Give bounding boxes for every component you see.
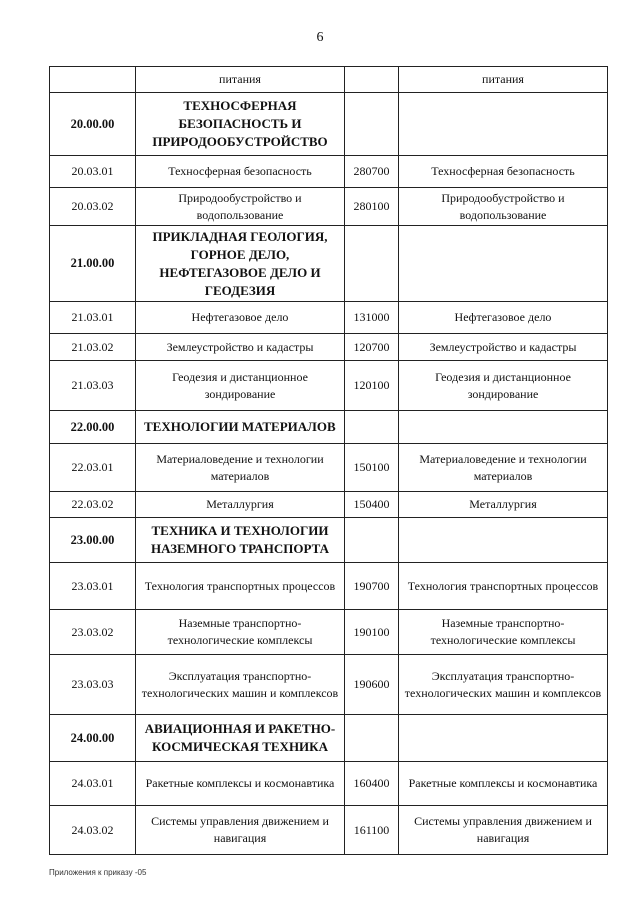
header-cell-code [50, 67, 136, 93]
specialties-table [49, 66, 608, 855]
old-code-cell [345, 226, 399, 302]
old-name-cell: Технология транспортных процессов [399, 563, 608, 610]
table-row [50, 334, 608, 361]
old-code-cell: 120700 [345, 334, 399, 361]
old-name-cell [399, 226, 608, 302]
old-name-cell: Техносферная безопасность [399, 156, 608, 188]
old-name-cell [399, 93, 608, 156]
group-name: АВИАЦИОННАЯ И РАКЕТНО-КОСМИЧЕСКАЯ ТЕХНИКА [136, 715, 345, 762]
old-code-cell [345, 93, 399, 156]
header-cell-old-code [345, 67, 399, 93]
old-name-cell: Нефтегазовое дело [399, 302, 608, 334]
code-cell: 22.03.01 [50, 444, 136, 492]
name-cell: Ракетные комплексы и космонавтика [136, 762, 345, 806]
old-code-cell: 280100 [345, 188, 399, 226]
header-cell-name: питания [136, 67, 345, 93]
name-cell: Металлургия [136, 492, 345, 518]
code-cell: 21.03.01 [50, 302, 136, 334]
group-row [50, 715, 608, 762]
group-code: 20.00.00 [50, 93, 136, 156]
old-code-cell: 131000 [345, 302, 399, 334]
old-name-cell [399, 518, 608, 563]
code-cell: 21.03.02 [50, 334, 136, 361]
old-name-cell: Металлургия [399, 492, 608, 518]
old-name-cell: Системы управления движением и навигация [399, 806, 608, 855]
group-name: ПРИКЛАДНАЯ ГЕОЛОГИЯ, ГОРНОЕ ДЕЛО, НЕФТЕГАЗОВОЕ ДЕЛО И ГЕОДЕЗИЯ [136, 226, 345, 302]
name-cell: Материаловедение и технологии материалов [136, 444, 345, 492]
name-cell: Эксплуатация транспортно-технологических машин и комплексов [136, 655, 345, 715]
code-cell: 22.03.02 [50, 492, 136, 518]
name-cell: Системы управления движением и навигация [136, 806, 345, 855]
group-row [50, 411, 608, 444]
table-row [50, 563, 608, 610]
group-row [50, 518, 608, 563]
old-code-cell: 280700 [345, 156, 399, 188]
name-cell: Технология транспортных процессов [136, 563, 345, 610]
old-code-cell: 120100 [345, 361, 399, 411]
group-code: 24.00.00 [50, 715, 136, 762]
old-code-cell: 190700 [345, 563, 399, 610]
table-row [50, 492, 608, 518]
code-cell: 20.03.02 [50, 188, 136, 226]
name-cell: Наземные транспортно-технологические комплексы [136, 610, 345, 655]
old-name-cell: Материаловедение и технологии материалов [399, 444, 608, 492]
name-cell: Техносферная безопасность [136, 156, 345, 188]
old-code-cell [345, 518, 399, 563]
old-code-cell: 190600 [345, 655, 399, 715]
name-cell: Нефтегазовое дело [136, 302, 345, 334]
old-name-cell: Геодезия и дистанционное зондирование [399, 361, 608, 411]
group-name: ТЕХНОЛОГИИ МАТЕРИАЛОВ [136, 411, 345, 444]
code-cell: 20.03.01 [50, 156, 136, 188]
table-header-row [50, 67, 608, 93]
table-row [50, 610, 608, 655]
group-row [50, 226, 608, 302]
old-name-cell: Природообустройство и водопользование [399, 188, 608, 226]
old-name-cell [399, 715, 608, 762]
group-row [50, 93, 608, 156]
page-number: 6 [316, 30, 324, 45]
name-cell: Геодезия и дистанционное зондирование [136, 361, 345, 411]
code-cell: 23.03.01 [50, 563, 136, 610]
code-cell: 24.03.01 [50, 762, 136, 806]
table-row [50, 361, 608, 411]
footer-note: Приложения к приказу -05 [49, 868, 147, 877]
name-cell: Землеустройство и кадастры [136, 334, 345, 361]
table-row [50, 156, 608, 188]
code-cell: 24.03.02 [50, 806, 136, 855]
code-cell: 23.03.03 [50, 655, 136, 715]
code-cell: 23.03.02 [50, 610, 136, 655]
old-code-cell: 190100 [345, 610, 399, 655]
old-code-cell: 150400 [345, 492, 399, 518]
old-code-cell: 161100 [345, 806, 399, 855]
table-row [50, 806, 608, 855]
group-code: 21.00.00 [50, 226, 136, 302]
old-name-cell: Ракетные комплексы и космонавтика [399, 762, 608, 806]
old-code-cell [345, 715, 399, 762]
group-code: 22.00.00 [50, 411, 136, 444]
code-cell: 21.03.03 [50, 361, 136, 411]
old-name-cell: Землеустройство и кадастры [399, 334, 608, 361]
old-name-cell: Наземные транспортно-технологические комплексы [399, 610, 608, 655]
table-row [50, 444, 608, 492]
old-name-cell: Эксплуатация транспортно-технологических машин и комплексов [399, 655, 608, 715]
table-row [50, 762, 608, 806]
old-name-cell [399, 411, 608, 444]
group-name: ТЕХНИКА И ТЕХНОЛОГИИ НАЗЕМНОГО ТРАНСПОРТА [136, 518, 345, 563]
name-cell: Природообустройство и водопользование [136, 188, 345, 226]
group-name: ТЕХНОСФЕРНАЯ БЕЗОПАСНОСТЬ И ПРИРОДООБУСТРОЙСТВО [136, 93, 345, 156]
old-code-cell: 150100 [345, 444, 399, 492]
table-row [50, 655, 608, 715]
table-row [50, 302, 608, 334]
header-cell-old-name: питания [399, 67, 608, 93]
old-code-cell [345, 411, 399, 444]
old-code-cell: 160400 [345, 762, 399, 806]
group-code: 23.00.00 [50, 518, 136, 563]
table-row [50, 188, 608, 226]
